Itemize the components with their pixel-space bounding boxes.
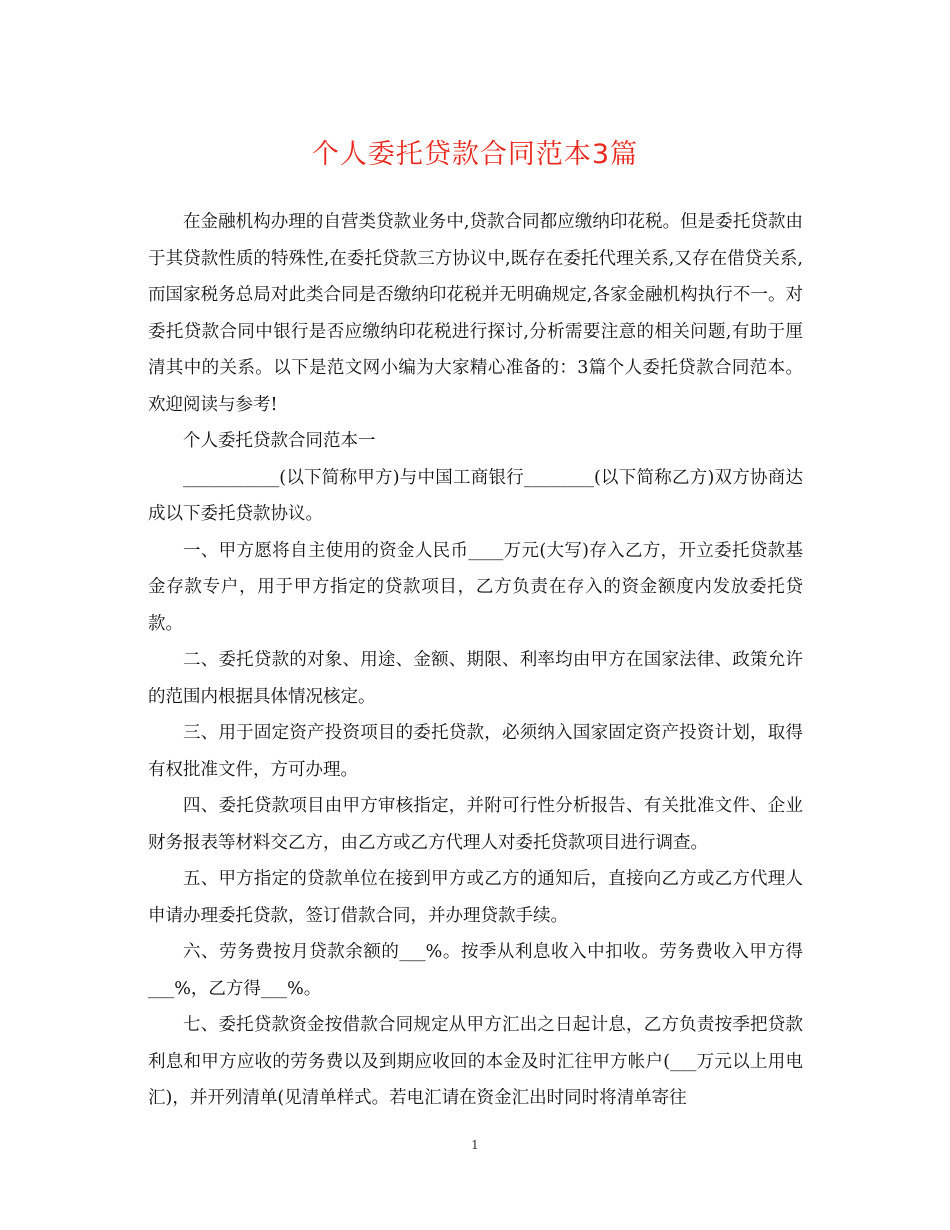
clause-1: 一、甲方愿将自主使用的资金人民币____万元(大写)存入乙方，开立委托贷款基金存款专户，用于甲方指定的贷款项目，乙方负责在存入的资金额度内发放委托贷款。 (148, 540, 803, 634)
page-number: 1 (471, 1138, 479, 1152)
clause-2: 二、委托贷款的对象、用途、金额、期限、利率均由甲方在国家法律、政策允许的范围内根据具体情况核定。 (148, 650, 803, 707)
clause-7: 七、委托贷款资金按借款合同规定从甲方汇出之日起计息，乙方负责按季把贷款利息和甲方应收的劳务费以及到期应收回的本金及时汇往甲方帐户(___万元以上用电汇)，并开列清单(见清单样式。若电汇请在资金汇出时同时将清单寄往 (148, 1015, 803, 1108)
intro-paragraph: 在金融机构办理的自营类贷款业务中,贷款合同都应缴纳印花税。但是委托贷款由于其贷款性质的特殊性,在委托贷款三方协议中,既存在委托代理关系,又存在借贷关系,而国家税务总局对此类合同是否缴纳印花税并无明确规定,各家金融机构执行不一。对委托贷款合同中银行是否应缴纳印花税进行探讨,分析需要注意的相关问题,有助于厘清其中的关系。以下是范文网小编为大家精心准备的：3篇个人委托贷款合同范本。欢迎阅读与参考! (148, 212, 803, 415)
clause-4: 四、委托贷款项目由甲方审核指定，并附可行性分析报告、有关批准文件、企业财务报表等材料交乙方，由乙方或乙方代理人对委托贷款项目进行调查。 (148, 796, 803, 853)
clause-6: 六、劳务费按月贷款余额的___%。按季从利息收入中扣收。劳务费收入甲方得___%，乙方得___%。 (148, 942, 803, 999)
document-title: 个人委托贷款合同范本3篇 (311, 139, 639, 170)
parties-paragraph: ___________(以下简称甲方)与中国工商银行________(以下简称乙方)双方协商达成以下委托贷款协议。 (148, 467, 803, 524)
clause-3: 三、用于固定资产投资项目的委托贷款，必须纳入国家固定资产投资计划，取得有权批准文件，方可办理。 (148, 723, 803, 780)
clause-5: 五、甲方指定的贷款单位在接到甲方或乙方的通知后，直接向乙方或乙方代理人申请办理委托贷款，签订借款合同，并办理贷款手续。 (148, 869, 803, 926)
section-heading: 个人委托贷款合同范本一 (183, 431, 376, 451)
document-body (148, 204, 803, 1117)
